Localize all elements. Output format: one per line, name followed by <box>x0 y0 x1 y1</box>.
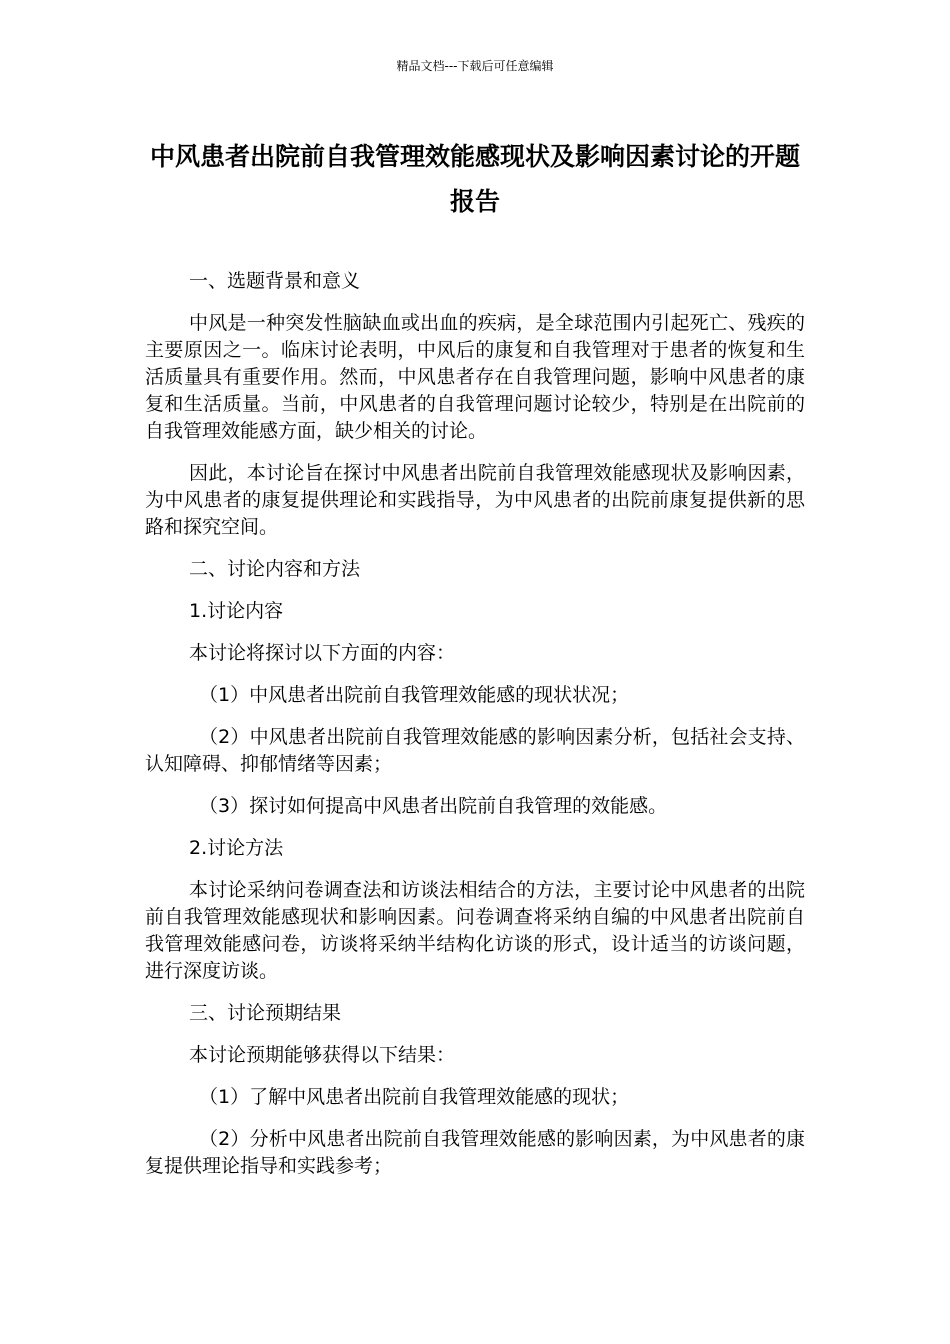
list-item: （3）探讨如何提高中风患者出院前自我管理的效能感。 <box>199 795 668 817</box>
paragraph-content-intro: 本讨论将探讨以下方面的内容： <box>189 642 456 664</box>
section-heading-2: 二、讨论内容和方法 <box>189 558 361 580</box>
paragraph-purpose: 因此，本讨论旨在探讨中风患者出院前自我管理效能感现状及影响因素，为中风患者的康复提供理论和实践指导，为中风患者的出院前康复提供新的思路和探究空间。 <box>145 462 805 538</box>
list-item: （1）中风患者出院前自我管理效能感的现状状况； <box>199 684 630 706</box>
paragraph-method: 本讨论采纳问卷调查法和访谈法相结合的方法，主要讨论中风患者的出院前自我管理效能感现状和影响因素。问卷调查将采纳自编的中风患者出院前自我管理效能感问卷，访谈将采纳半结构化访谈的形式，设计适当的访谈问题，进行深度访谈。 <box>145 879 805 982</box>
section-heading-3: 三、讨论预期结果 <box>189 1002 342 1024</box>
list-item: （2）分析中风患者出院前自我管理效能感的影响因素，为中风患者的康复提供理论指导和实践参考； <box>145 1128 805 1177</box>
paragraph-background: 中风是一种突发性脑缺血或出血的疾病，是全球范围内引起死亡、残疾的主要原因之一。临床讨论表明，中风后的康复和自我管理对于患者的恢复和生活质量具有重要作用。然而，中风患者存在自我管理问题，影响中风患者的康复和生活质量。当前，中风患者的自我管理问题讨论较少，特别是在出院前的自我管理效能感方面，缺少相关的讨论。 <box>145 312 805 442</box>
subheading-method: 2.讨论方法 <box>189 837 284 859</box>
section-heading-1: 一、选题背景和意义 <box>189 270 361 292</box>
list-item: （1）了解中风患者出院前自我管理效能感的现状； <box>199 1086 630 1108</box>
document-title: 中风患者出院前自我管理效能感现状及影响因素讨论的开题报告 <box>149 142 800 216</box>
paragraph-results-intro: 本讨论预期能够获得以下结果： <box>189 1044 456 1066</box>
subheading-content: 1.讨论内容 <box>189 600 284 622</box>
list-item: （2）中风患者出院前自我管理效能感的影响因素分析，包括社会支持、认知障碍、抑郁情绪等因素； <box>145 726 805 775</box>
header-note: 精品文档---下载后可任意编辑 <box>396 59 554 73</box>
document-body <box>145 268 805 1195</box>
